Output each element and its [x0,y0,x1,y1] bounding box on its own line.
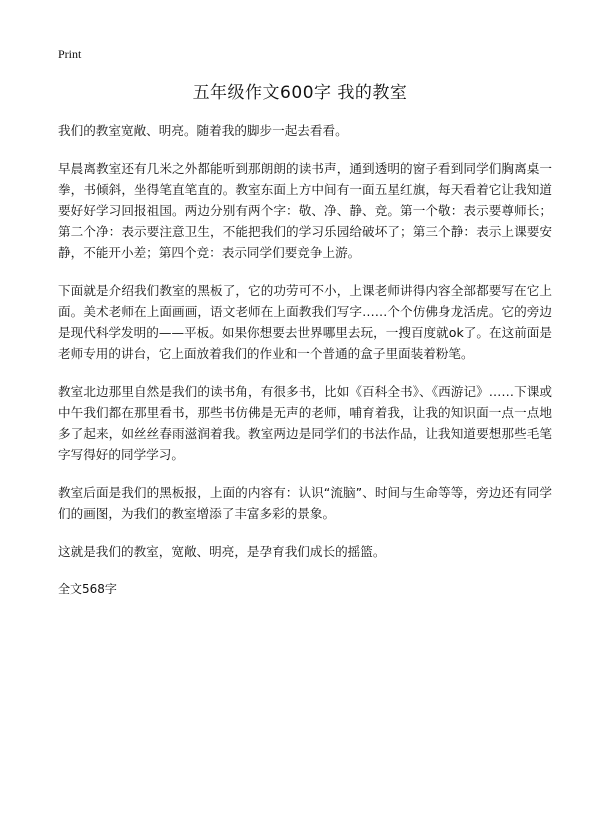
print-link[interactable]: Print [58,47,82,61]
paragraph-intro: 我们的教室宽敞、明亮。随着我的脚步一起去看看。 [58,123,348,138]
paragraph-conclusion: 这就是我们的教室，宽敞、明亮，是孕育我们成长的摇篮。 [58,544,386,559]
paragraph-morning: 早晨离教室还有几米之外都能听到那朗朗的读书声，通到透明的窗子看到同学们胸离桌一拳，书倾斜，坐得笔直笔直的。教室东面上方中间有一面五星红旗，每天看着它让我知道要好好学习回报祖国。两边分别有两个字：敬、净、静、竞。第一个敬：表示要尊师长；第二个净：表示要注意卫生，不能把我们的学习乐园给破坏了；第三个静：表示上课要安静，不能开小差；第四个竞：表示同学们要竞争上游。 [58,161,552,260]
paragraph-bulletin: 教室后面是我们的黑板报，上面的内容有：认识“流脑”、时间与生命等等，旁边还有同学们的画图，为我们的教室增添了丰富多彩的景象。 [58,485,552,521]
article-body [58,120,552,600]
word-count: 全文568字 [58,582,117,596]
article-title: 五年级作文600字 我的教室 [192,83,408,103]
paragraph-reading-corner: 教室北边那里自然是我们的读书角，有很多书，比如《百科全书》、《西游记》……下课或中午我们都在那里看书，那些书仿佛是无声的老师，哺育着我，让我的知识面一点一点地多了起来，如丝丝春雨滋润着我。教室两边是同学们的书法作品，让我知道要想那些毛笔字写得好的同学学习。 [58,384,552,462]
paragraph-blackboard: 下面就是介绍我们教室的黑板了，它的功劳可不小，上课老师讲得内容全部都要写在它上面。美术老师在上面画画，语文老师在上面教我们写字……个个仿佛身龙活虎。它的旁边是现代科学发明的——平板。如果你想要去世界哪里去玩，一搜百度就ok了。在这前面是老师专用的讲台，它上面放着我们的作业和一个普通的盒子里面装着粉笔。 [58,283,552,361]
